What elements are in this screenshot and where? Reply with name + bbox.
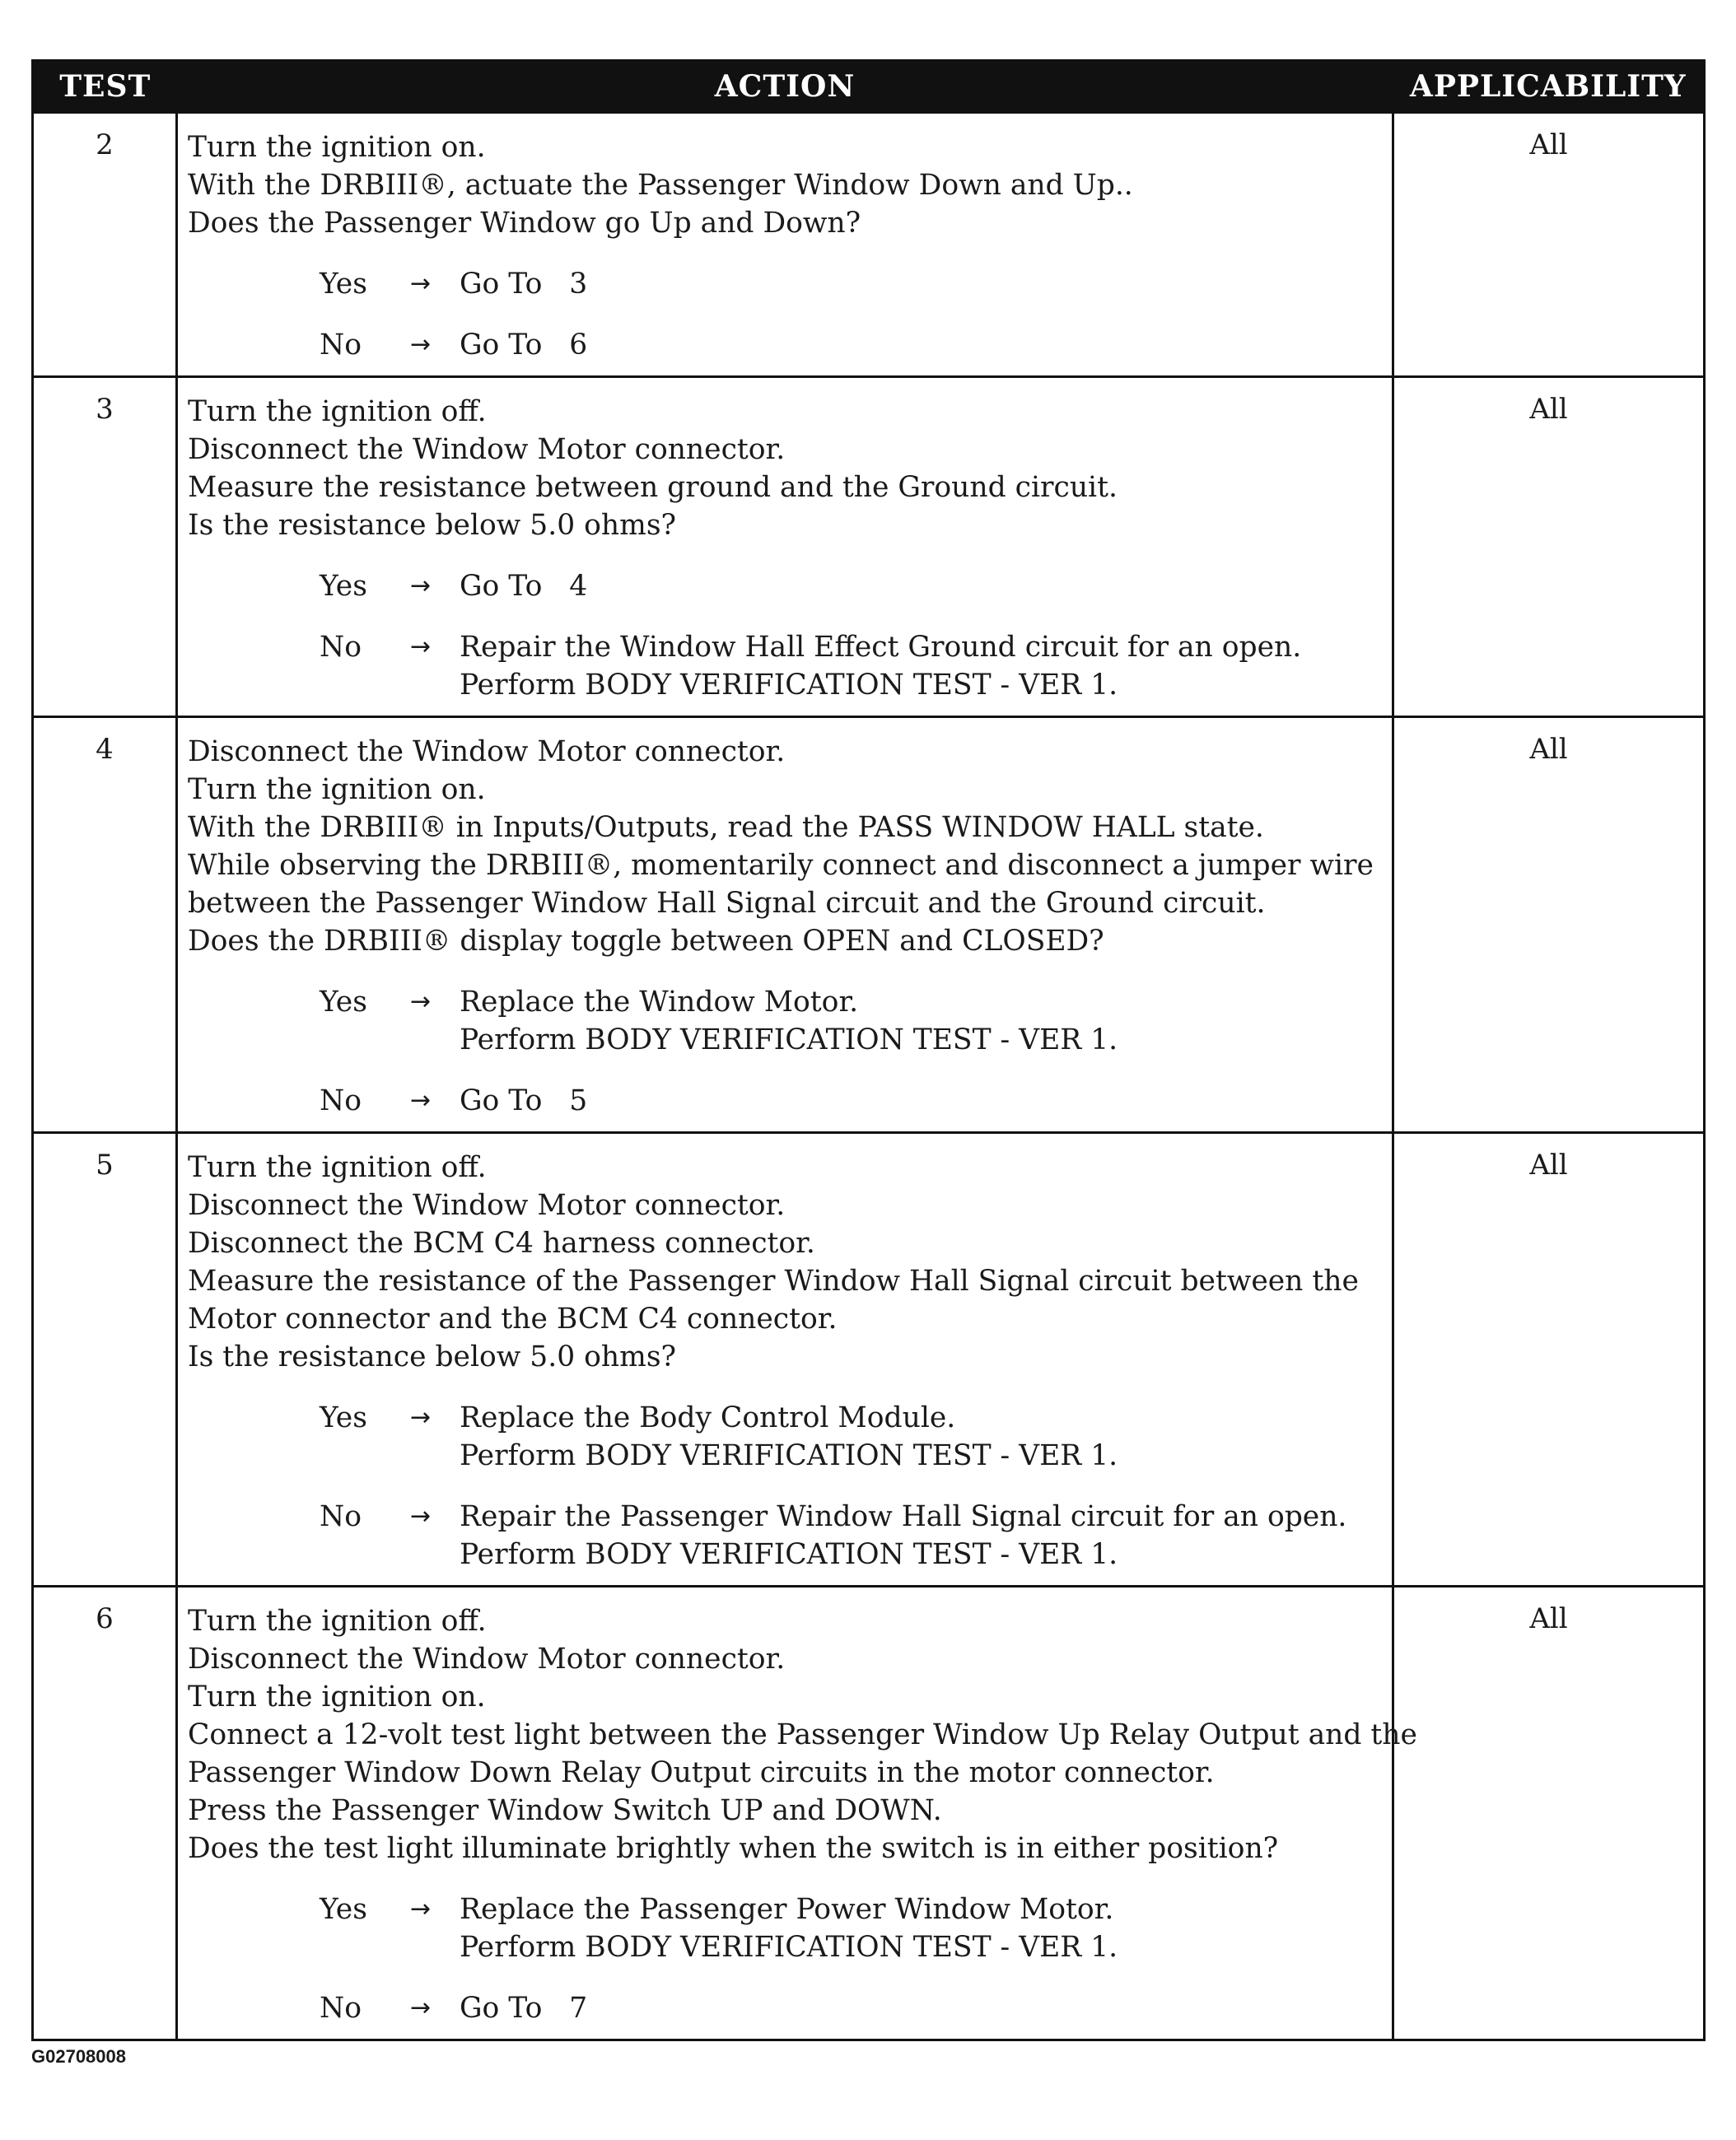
action-step: Turn the ignition off. bbox=[188, 395, 487, 428]
outcome-result bbox=[460, 1989, 1382, 2027]
table-header-row bbox=[33, 61, 1705, 113]
action-step: Disconnect the Window Motor connector. bbox=[188, 735, 786, 768]
outcome-result-line: Go To 6 bbox=[460, 329, 588, 361]
arrow-right-icon: → bbox=[410, 1895, 432, 1923]
table-row bbox=[33, 1133, 1705, 1587]
table-row bbox=[33, 377, 1705, 717]
action-step: Disconnect the Window Motor connector. bbox=[188, 1189, 786, 1222]
outcome-no bbox=[320, 628, 1382, 704]
test-number: 5 bbox=[33, 1133, 177, 1587]
action-step: Disconnect the Window Motor connector. bbox=[188, 433, 786, 466]
outcome-answer: No bbox=[320, 329, 362, 361]
outcome-result-line: Repair the Passenger Window Hall Signal circuit for an open. bbox=[460, 1500, 1347, 1533]
outcome-result-line: Go To 7 bbox=[460, 1992, 588, 2025]
action-step: Does the DRBIII® display toggle between OPEN and CLOSED? bbox=[188, 925, 1104, 958]
action-step: Turn the ignition on. bbox=[188, 1681, 486, 1713]
outcome-answer: No bbox=[320, 1500, 362, 1533]
table-row bbox=[33, 113, 1705, 377]
outcome-result-line: Perform BODY VERIFICATION TEST - VER 1. bbox=[460, 1439, 1118, 1472]
test-number: 3 bbox=[33, 377, 177, 717]
header-test: TEST bbox=[33, 61, 177, 113]
outcome-answer: No bbox=[320, 631, 362, 664]
outcome-result-line: Replace the Body Control Module. bbox=[460, 1401, 956, 1434]
applicability-value: All bbox=[1393, 377, 1705, 717]
action-step: Passenger Window Down Relay Output circuits in the motor connector. bbox=[188, 1756, 1215, 1789]
outcome-result-line: Go To 4 bbox=[460, 570, 588, 603]
outcome-yes bbox=[320, 1891, 1382, 1966]
outcome-answer: Yes bbox=[320, 1401, 367, 1434]
outcome-yes bbox=[320, 567, 1382, 605]
outcome-result bbox=[460, 567, 1382, 605]
diagnostic-test-table bbox=[31, 59, 1706, 2041]
arrow-right-icon: → bbox=[410, 987, 432, 1016]
test-number: 6 bbox=[33, 1587, 177, 2040]
outcome-result bbox=[460, 1498, 1382, 1574]
arrow-right-icon: → bbox=[410, 1502, 432, 1531]
outcome-yes bbox=[320, 265, 1382, 303]
action-cell bbox=[177, 377, 1393, 717]
action-step: Turn the ignition off. bbox=[188, 1605, 487, 1638]
arrow-right-icon: → bbox=[410, 571, 432, 600]
action-step: Press the Passenger Window Switch UP and DOWN. bbox=[188, 1794, 942, 1827]
arrow-right-icon: → bbox=[410, 1403, 432, 1432]
action-step: Motor connector and the BCM C4 connector. bbox=[188, 1303, 838, 1336]
outcome-result-line: Go To 5 bbox=[460, 1084, 588, 1117]
outcome-answer: Yes bbox=[320, 986, 367, 1019]
outcome-result-line: Repair the Window Hall Effect Ground circuit for an open. bbox=[460, 631, 1302, 664]
table-row bbox=[33, 1587, 1705, 2040]
outcome-result-line: Perform BODY VERIFICATION TEST - VER 1. bbox=[460, 669, 1118, 702]
action-cell bbox=[177, 717, 1393, 1133]
arrow-right-icon: → bbox=[410, 269, 432, 298]
outcome-result-line: Perform BODY VERIFICATION TEST - VER 1. bbox=[460, 1538, 1118, 1571]
applicability-value: All bbox=[1393, 1587, 1705, 2040]
header-applicability: APPLICABILITY bbox=[1393, 61, 1705, 113]
action-cell bbox=[177, 1133, 1393, 1587]
header-action: ACTION bbox=[177, 61, 1393, 113]
action-step: Does the Passenger Window go Up and Down? bbox=[188, 207, 861, 240]
outcome-yes bbox=[320, 983, 1382, 1059]
action-step: Is the resistance below 5.0 ohms? bbox=[188, 1340, 677, 1373]
outcome-no bbox=[320, 326, 1382, 364]
arrow-right-icon: → bbox=[410, 330, 432, 359]
action-step: Turn the ignition on. bbox=[188, 773, 486, 806]
outcome-result bbox=[460, 1399, 1382, 1475]
outcome-no bbox=[320, 1082, 1382, 1120]
outcome-result bbox=[460, 628, 1382, 704]
action-step: Disconnect the BCM C4 harness connector. bbox=[188, 1227, 815, 1260]
action-step: Turn the ignition off. bbox=[188, 1151, 487, 1184]
action-step: Is the resistance below 5.0 ohms? bbox=[188, 509, 677, 542]
action-cell bbox=[177, 113, 1393, 377]
test-number: 4 bbox=[33, 717, 177, 1133]
outcome-answer: No bbox=[320, 1992, 362, 2025]
action-step: Measure the resistance between ground and the Ground circuit. bbox=[188, 471, 1118, 504]
action-step: With the DRBIII® in Inputs/Outputs, read the PASS WINDOW HALL state. bbox=[188, 811, 1264, 844]
test-number: 2 bbox=[33, 113, 177, 377]
applicability-value: All bbox=[1393, 717, 1705, 1133]
arrow-right-icon: → bbox=[410, 1993, 432, 2022]
outcome-answer: Yes bbox=[320, 570, 367, 603]
outcome-answer: No bbox=[320, 1084, 362, 1117]
outcome-no bbox=[320, 1498, 1382, 1574]
action-step: While observing the DRBIII®, momentarily connect and disconnect a jumper wire bbox=[188, 849, 1374, 882]
outcome-result-line: Replace the Window Motor. bbox=[460, 986, 859, 1019]
outcome-result bbox=[460, 265, 1382, 303]
arrow-right-icon: → bbox=[410, 632, 432, 661]
outcome-no bbox=[320, 1989, 1382, 2027]
action-step: Disconnect the Window Motor connector. bbox=[188, 1643, 786, 1676]
outcome-yes bbox=[320, 1399, 1382, 1475]
outcome-result bbox=[460, 1891, 1382, 1966]
action-step: Connect a 12-volt test light between the Passenger Window Up Relay Output and the bbox=[188, 1718, 1417, 1751]
figure-code: G02708008 bbox=[31, 2046, 126, 2067]
outcome-answer: Yes bbox=[320, 268, 367, 301]
action-step: With the DRBIII®, actuate the Passenger Window Down and Up.. bbox=[188, 169, 1133, 202]
outcome-result-line: Go To 3 bbox=[460, 268, 588, 301]
outcome-answer: Yes bbox=[320, 1893, 367, 1926]
outcome-result-line: Replace the Passenger Power Window Motor. bbox=[460, 1893, 1114, 1926]
outcome-result-line: Perform BODY VERIFICATION TEST - VER 1. bbox=[460, 1931, 1118, 1964]
action-step: Turn the ignition on. bbox=[188, 131, 486, 164]
action-step: Measure the resistance of the Passenger Window Hall Signal circuit between the bbox=[188, 1265, 1359, 1298]
applicability-value: All bbox=[1393, 113, 1705, 377]
outcome-result bbox=[460, 1082, 1382, 1120]
action-step: between the Passenger Window Hall Signal circuit and the Ground circuit. bbox=[188, 887, 1266, 920]
outcome-result bbox=[460, 326, 1382, 364]
action-step: Does the test light illuminate brightly when the switch is in either position? bbox=[188, 1832, 1279, 1865]
outcome-result bbox=[460, 983, 1382, 1059]
outcome-result-line: Perform BODY VERIFICATION TEST - VER 1. bbox=[460, 1023, 1118, 1056]
applicability-value: All bbox=[1393, 1133, 1705, 1587]
table-row bbox=[33, 717, 1705, 1133]
action-cell bbox=[177, 1587, 1417, 2040]
arrow-right-icon: → bbox=[410, 1086, 432, 1115]
